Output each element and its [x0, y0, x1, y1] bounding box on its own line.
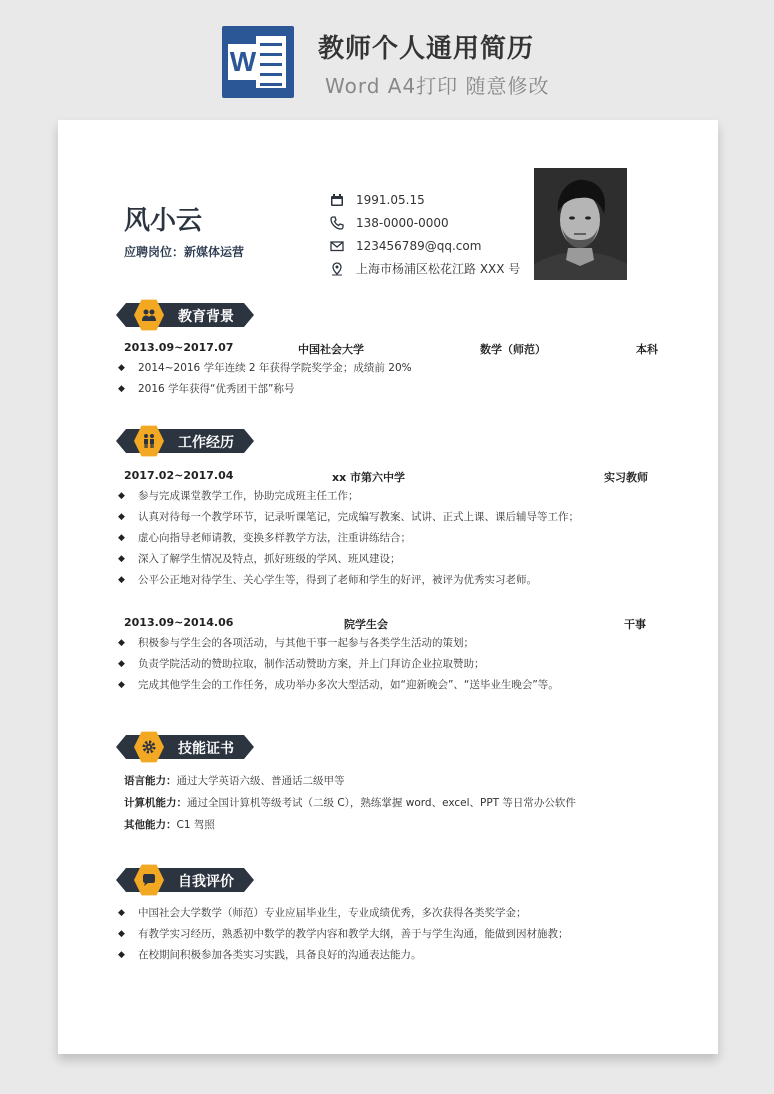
skills-title: 技能证书	[178, 741, 234, 757]
gear-icon	[141, 739, 157, 755]
birth-date: 1991.05.15	[356, 192, 425, 207]
phone-row	[330, 211, 520, 234]
work-header	[116, 426, 716, 456]
list-item: ◆ 在校期间积极参加各类实习实践，具备良好的沟通表达能力。	[116, 945, 716, 966]
list-item: ◆ 负责学院活动的赞助拉取，制作活动赞助方案，并上门拜访企业拉取赞助；	[116, 654, 716, 675]
self-eval-section	[116, 865, 716, 966]
list-item: ◆ 深入了解学生情况及特点，抓好班级的学风、班风建设；	[116, 549, 716, 570]
school-name: 中国社会大学	[298, 343, 364, 356]
skill-item: 其他能力：C1 驾照	[124, 819, 215, 831]
list-item: ◆ 虚心向指导老师请教，变换多样教学方法，注重讲练结合；	[116, 528, 716, 549]
mail-icon	[330, 239, 344, 253]
skill-item: 计算机能力：通过全国计算机等级考试（二级 C），熟练掌握 word、excel、PPT 等日常办公软件	[124, 797, 576, 809]
work-title: 工作经历	[178, 435, 234, 451]
education-title: 教育背景	[178, 309, 234, 325]
job-period: 2013.09~2014.06	[124, 616, 234, 629]
list-item: ◆ 中国社会大学数学（师范）专业应届毕业生，专业成绩优秀，多次获得各类奖学金；	[116, 903, 716, 924]
skills-section	[116, 732, 716, 836]
major-name: 数学（师范）	[480, 343, 546, 356]
calendar-icon	[330, 193, 344, 207]
applied-position: 应聘岗位：新媒体运营	[124, 245, 245, 259]
phone-number: 138-0000-0000	[356, 215, 449, 230]
job-role: 干事	[624, 618, 646, 631]
job-period: 2017.02~2017.04	[124, 469, 234, 482]
self-eval-header	[116, 865, 716, 895]
job-row	[116, 613, 716, 633]
list-item: ◆ 完成其他学生会的工作任务，成功举办多次大型活动，如“迎新晚会”、“送毕业生晚会”等。	[116, 675, 716, 696]
word-icon: W	[222, 26, 294, 98]
home-address: 上海市杨浦区松花江路 XXX 号	[356, 262, 521, 276]
self-eval-title: 自我评价	[178, 874, 234, 890]
banner-subtitle: Word A4打印 随意修改	[325, 74, 550, 98]
skill-item: 语言能力：通过大学英语六级、普通话二级甲等	[124, 775, 345, 787]
list-item: ◆ 认真对待每一个教学环节，记录听课笔记，完成编写教案、试讲、正式上课、课后辅导等工作；	[116, 507, 716, 528]
education-header	[116, 300, 716, 330]
address-row	[330, 257, 520, 280]
education-period: 2013.09~2017.07	[124, 341, 234, 354]
degree-name: 本科	[636, 343, 658, 356]
banner-title: 教师个人通用简历	[318, 34, 535, 64]
education-section	[116, 300, 716, 400]
job-role: 实习教师	[604, 471, 648, 484]
job-org: 院学生会	[344, 618, 388, 631]
contact-info	[330, 188, 520, 280]
job-org: xx 市第六中学	[332, 471, 406, 484]
email-address: 123456789@qq.com	[356, 238, 482, 253]
list-item: ◆ 积极参与学生会的各项活动，与其他干事一起参与各类学生活动的策划；	[116, 633, 716, 654]
banner	[0, 0, 774, 118]
list-item: ◆ 有教学实习经历，熟悉初中数学的教学内容和教学大纲，善于与学生沟通，能做到因材施教；	[116, 924, 716, 945]
list-item: ◆ 2014~2016 学年连续 2 年获得学院奖学金；成绩前 20%	[116, 358, 716, 379]
family-icon	[141, 433, 157, 449]
phone-icon	[330, 216, 344, 230]
skills-header	[116, 732, 716, 762]
work-section	[116, 426, 716, 696]
candidate-name: 风小云	[124, 206, 203, 236]
education-row	[116, 338, 716, 358]
list-item: ◆ 参与完成课堂教学工作，协助完成班主任工作；	[116, 486, 716, 507]
location-pin-icon	[330, 262, 344, 276]
job-row	[116, 466, 716, 486]
profile-photo	[534, 168, 627, 280]
birth-row	[330, 188, 520, 211]
list-item: ◆ 公平公正地对待学生、关心学生等，得到了老师和学生的好评，被评为优秀实习老师。	[116, 570, 716, 591]
comment-icon	[141, 872, 157, 888]
list-item: ◆ 2016 学年获得“优秀团干部”称号	[116, 379, 716, 400]
people-icon	[141, 307, 157, 323]
resume-page	[58, 120, 718, 1054]
email-row	[330, 234, 520, 257]
